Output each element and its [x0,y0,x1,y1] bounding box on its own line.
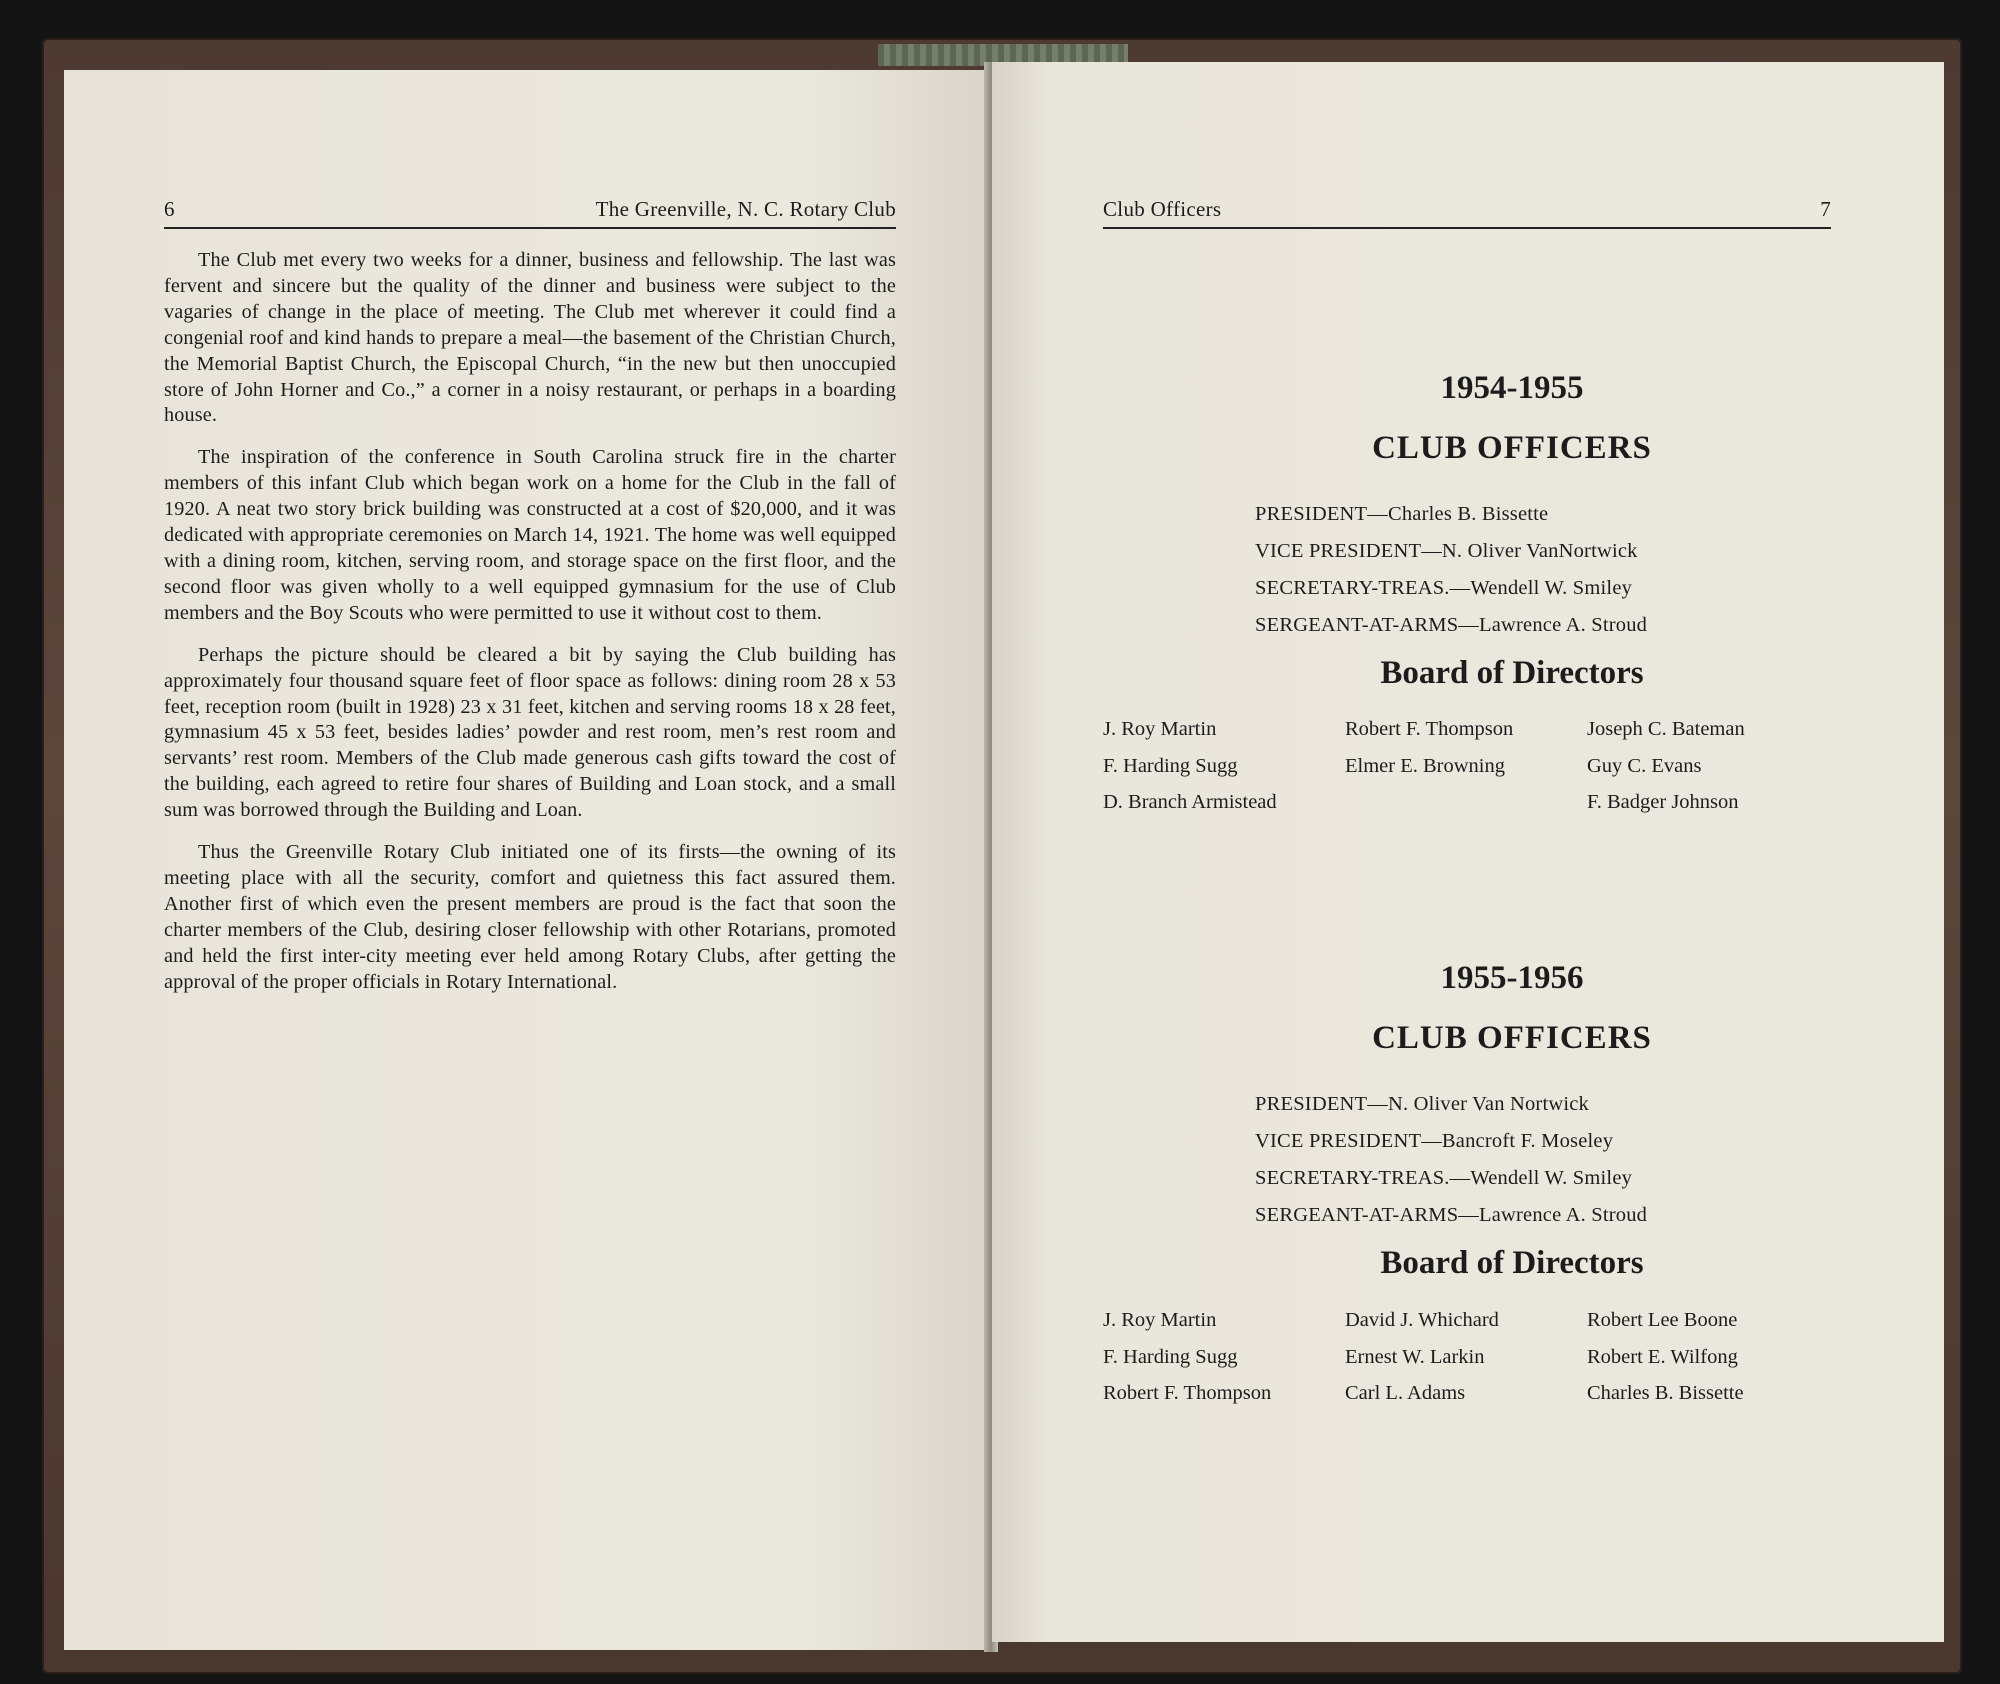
director-name: Joseph C. Bateman [1587,718,1745,740]
officer-vice-president: VICE PRESIDENT—N. Oliver VanNortwick [1255,540,1638,562]
officer-list [1255,496,1647,644]
board-of-directors-heading: Board of Directors [1380,1245,1644,1281]
officer-president: PRESIDENT—N. Oliver Van Nortwick [1255,1093,1589,1115]
left-page [64,70,988,1650]
director-name: Elmer E. Browning [1345,754,1505,777]
director-name: Ernest W. Larkin [1345,1345,1485,1368]
officer-sergeant-at-arms: SERGEANT-AT-ARMS—Lawrence A. Stroud [1255,1204,1648,1226]
right-page [992,62,1944,1642]
board-of-directors-heading: Board of Directors [1380,655,1644,691]
director-name: J. Roy Martin [1103,718,1217,740]
term-year: 1955-1956 [1440,960,1584,996]
officer-list [1255,1086,1647,1234]
director-name: Robert E. Wilfong [1587,1345,1738,1368]
paragraph: The inspiration of the conference in South Carolina struck fire in the charter members of this infant Club which began work on a home for the Club in the fall of 1920. A neat two story brick building was constructed at a cost of $20,000, and it was dedicated with appropriate ceremonies on March 14, 1921. The home was well equipped with a dining room, kitchen, serving room, and storage space on the first floor, and the second floor was given wholly to a well equipped gymnasium for the use of Club members and the Boy Scouts who were permitted to use it without cost to them. [164,446,896,624]
directors-column [1345,1302,1499,1412]
club-officers-heading: CLUB OFFICERS [1372,1020,1652,1056]
right-running-title: Club Officers [1103,197,1222,221]
director-name: F. Harding Sugg [1103,1345,1238,1368]
officer-secretary-treasurer: SECRETARY-TREAS.—Wendell W. Smiley [1255,1167,1633,1189]
paragraph: Perhaps the picture should be cleared a bit by saying the Club building has approximately four thousand square feet of floor space as follows: dining room 28 x 53 feet, reception room (built in 1928) 23 x 31 feet, kitchen and serving rooms 18 x 28 feet, gymnasium 45 x 53 feet, besides ladies’ powder and rest room, men’s rest room and servants’ rest room. Members of the Club made generous cash gifts toward the cost of the building, each agreed to retire four shares of Building and Loan stock, and a small sum was borrowed through the Building and Loan. [164,643,896,822]
club-officers-heading: CLUB OFFICERS [1372,430,1652,466]
director-name: Charles B. Bissette [1587,1382,1744,1404]
director-name: J. Roy Martin [1103,1309,1217,1331]
directors-column [1587,711,1745,821]
director-name: David J. Whichard [1345,1309,1499,1331]
director-name: Robert F. Thompson [1345,718,1514,740]
left-body-text [164,248,896,1011]
right-running-head [1103,197,1831,229]
left-page-number: 6 [164,197,175,221]
directors-column [1103,1302,1271,1412]
left-running-title: The Greenville, N. C. Rotary Club [595,197,896,221]
director-name: Robert F. Thompson [1103,1382,1272,1404]
director-name: Robert Lee Boone [1587,1309,1738,1331]
term-year: 1954-1955 [1440,370,1584,406]
director-name: D. Branch Armistead [1103,791,1277,813]
directors-column [1587,1302,1744,1412]
officer-secretary-treasurer: SECRETARY-TREAS.—Wendell W. Smiley [1255,577,1633,599]
paragraph: The Club met every two weeks for a dinner, business and fellowship. The last was fervent and sincere but the quality of the dinner and business were subject to the vagaries of change in the place of meeting. The Club met wherever it could find a congenial roof and kind hands to prepare a meal—the basement of the Christian Church, the Memorial Baptist Church, the Episcopal Church, “in the new but then unoccupied store of John Horner and Co.,” a corner in a noisy restaurant, or perhaps in a boarding house. [164,249,896,427]
director-name: F. Harding Sugg [1103,754,1238,777]
officer-vice-president: VICE PRESIDENT—Bancroft F. Moseley [1255,1130,1614,1152]
officer-president: PRESIDENT—Charles B. Bissette [1255,503,1549,525]
directors-column [1103,711,1277,821]
directors-column [1345,711,1513,784]
director-name: F. Badger Johnson [1587,791,1739,813]
officer-sergeant-at-arms: SERGEANT-AT-ARMS—Lawrence A. Stroud [1255,614,1648,636]
director-name: Carl L. Adams [1345,1382,1466,1404]
left-running-head [164,197,896,229]
paragraph: Thus the Greenville Rotary Club initiated one of its firsts—the owning of its meeting place with all the security, comfort and quietness this fact assured them. Another first of which even the present members are proud is the fact that soon the charter members of the Club, desiring closer fellowship with other Rotarians, promoted and held the first inter-city meeting ever held among Rotary Clubs, after getting the approval of the proper officials in Rotary International. [164,841,896,993]
director-name: Guy C. Evans [1587,754,1702,777]
right-page-number: 7 [1820,197,1831,221]
